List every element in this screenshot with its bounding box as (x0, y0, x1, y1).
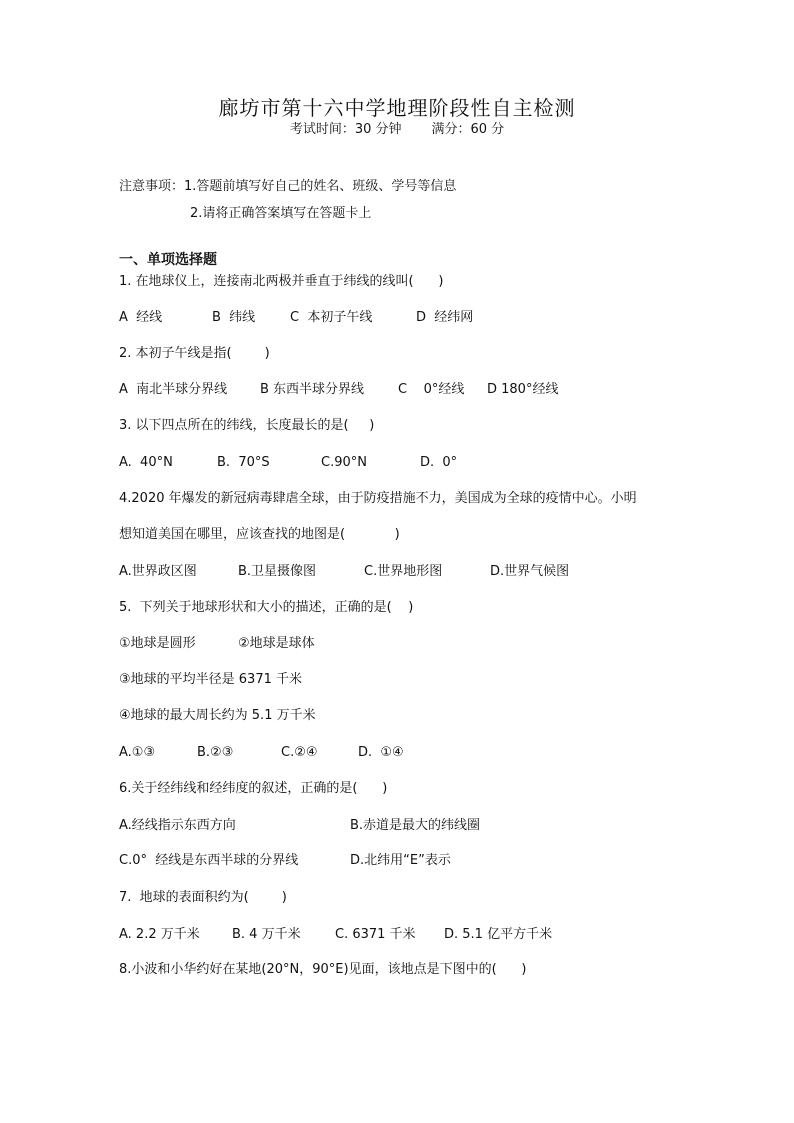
option-a: A.①③ (119, 745, 156, 760)
option-b: B. 70°S (217, 455, 270, 470)
question-stem: 2. 本初子午线是指( ) (119, 346, 270, 361)
statement-4: ④地球的最大周长约为 5.1 万千米 (119, 708, 316, 723)
question-stem: 7. 地球的表面积约为( ) (119, 890, 287, 905)
option-b: B 东西半球分界线 (260, 382, 365, 397)
section-heading: 一、单项选择题 (119, 252, 217, 268)
question-stem-line-2: 想知道美国在哪里，应该查找的地图是( ) (119, 527, 400, 542)
option-c: C.世界地形图 (364, 564, 443, 579)
page-title: 廊坊市第十六中学地理阶段性自主检测 (218, 96, 576, 120)
question-stem: 1. 在地球仪上，连接南北两极并垂直于纬线的线叫( ) (119, 274, 444, 289)
option-c: C.②④ (281, 745, 318, 760)
exam-time: 考试时间：30 分钟 (289, 122, 402, 137)
option-b: B.赤道是最大的纬线圈 (350, 818, 481, 833)
option-a: A 南北半球分界线 (119, 382, 228, 397)
option-b: B. 4 万千米 (232, 927, 301, 942)
option-c: C 0°经线 (398, 382, 465, 397)
question-stem: 6.关于经纬线和经纬度的叙述，正确的是( ) (119, 781, 388, 796)
option-b: B 纬线 (212, 310, 256, 325)
note-line-2: 2.请将正确答案填写在答题卡上 (190, 206, 372, 221)
option-a: A. 2.2 万千米 (119, 927, 200, 942)
option-d: D. 5.1 亿平方千米 (444, 927, 553, 942)
option-c: C.0° 经线是东西半球的分界线 (119, 853, 299, 868)
question-stem: 3. 以下四点所在的纬线，长度最长的是( ) (119, 418, 375, 433)
question-stem: 5. 下列关于地球形状和大小的描述，正确的是( ) (119, 600, 414, 615)
option-a: A. 40°N (119, 455, 173, 470)
statement-3: ③地球的平均半径是 6371 千米 (119, 672, 303, 687)
question-stem-line-1: 4.2020 年爆发的新冠病毒肆虐全球，由于防疫措施不力，美国成为全球的疫情中心。小明 (119, 491, 637, 506)
option-c: C.90°N (321, 455, 367, 470)
exam-score: 满分：60 分 (431, 122, 505, 137)
option-a: A.经线指示东西方向 (119, 818, 236, 833)
exam-info (0, 122, 794, 138)
option-a: A.世界政区图 (119, 564, 197, 579)
statement-1: ①地球是圆形 (119, 636, 196, 651)
option-a: A 经线 (119, 310, 163, 325)
note-line-1: 注意事项：1.答题前填写好自己的姓名、班级、学号等信息 (119, 179, 457, 194)
option-d: D 经纬网 (416, 310, 474, 325)
question-stem: 8.小波和小华约好在某地(20°N，90°E)见面，该地点是下图中的( ) (119, 962, 527, 977)
option-d: D 180°经线 (487, 382, 559, 397)
option-c: C. 6371 千米 (335, 927, 416, 942)
option-d: D.世界气候图 (490, 564, 570, 579)
option-b: B.卫星摄像图 (238, 564, 317, 579)
statement-2: ②地球是球体 (238, 636, 315, 651)
option-d: D. ①④ (358, 745, 404, 760)
option-c: C 本初子午线 (290, 310, 373, 325)
option-d: D. 0° (420, 455, 458, 470)
option-b: B.②③ (197, 745, 234, 760)
option-d: D.北纬用“E”表示 (350, 853, 451, 868)
